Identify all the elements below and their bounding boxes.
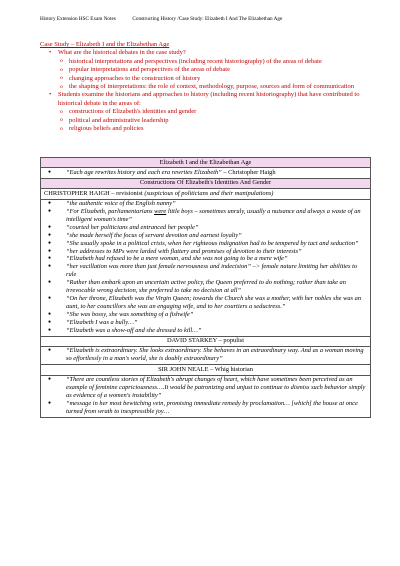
quote: ● “Rather than embark upon an uncertain active policy, the Queen preferred to do nothing; rather than take an irrevocable wrong decision, she preferred to take no decision at all” — [44, 279, 367, 295]
quote: ● “She was bossy, she was something of a fishwife” — [44, 311, 367, 319]
sub-bullet: o historical interpretations and perspectives (including recent historiography) of the areas of debate — [40, 58, 370, 66]
quote: ● “she made herself the focus of servant devotion and earnest loyalty” — [44, 232, 367, 240]
neale-quotes — [41, 375, 371, 417]
sub-bullet: o religious beliefs and policies — [40, 125, 370, 133]
quote: ● “She usually spoke in a political crisis, when her righteous indignation had to be tempered by tact and seduction” — [44, 240, 367, 248]
haigh-quotes — [41, 199, 371, 336]
sub-bullet: o changing approaches to the construction of history — [40, 75, 370, 83]
quote: ● “There are countless stories of Elizabeth's abrupt changes of heart, which have sometimes been perceived as an example of feminine capriciousness….It would be patronizing and unjust to continue to dismiss such behavior simply as evidence of a women's instability” — [44, 376, 367, 400]
sub-bullet: o popular interpretations and perspectives of the areas of debate — [40, 66, 370, 74]
quote: ● “Elizabeth had refused to be a mere woman, and she was not going to be a mere wife” — [44, 255, 367, 263]
quote: ● “her addresses to MPs were larded with flattery and promises of devotion to their interests” — [44, 248, 367, 256]
quote: ● “On her throne, Elizabeth was the Virgin Queen; towards the Church she was a mother, with her nobles she was an aunt, to her councillors she was an engaging wife, and to her courtiers a seductress.” — [44, 295, 367, 311]
epigraph: ● “Each age rewrites history and each era rewrites Elizabeth” – Christopher Haigh — [44, 169, 367, 177]
header-left: History Extension HSC Exam Notes — [40, 16, 116, 22]
notes-table — [40, 157, 371, 418]
quote: ● “message in her most bewitching vein, promising immediate remedy by proclamation… [which] the house at once turned from wrath to inexpressible joy… — [44, 400, 367, 416]
page-header — [40, 16, 370, 22]
case-study-title: Case Study – Elizabeth I and the Elizabethan Age — [40, 41, 170, 48]
quote: ● “courted her politicians and entranced her people” — [44, 224, 367, 232]
quote: ● “Elizabeth was a show-off and she dressed to kill…” — [44, 327, 367, 335]
sub-bullet: o political and administrative leadership — [40, 117, 370, 125]
quote: ● “For Elizabeth, parliamentarians were little boys – sometimes unruly, usually a nuisance and always a waste of an intelligent woman's time” — [44, 208, 367, 224]
starkey-header: DAVID STARKEY – populist — [41, 336, 371, 346]
neale-header: SIR JOHN NEALE – Whig historian — [41, 365, 371, 375]
quote: ● “the authentic voice of the English nanny” — [44, 200, 367, 208]
haigh-header: CHRISTOPHER HAIGH – revisionist (suspicious of politicians and their manipulations) — [41, 189, 371, 199]
intro-sublist — [40, 58, 370, 92]
case-study-intro — [40, 41, 370, 133]
table-title: Elizabeth I and the Elizabethan Age — [41, 158, 371, 168]
intro-sublist — [40, 108, 370, 133]
quote: ● “her vacillation was more than just female nervousness and indecision” –> female nature limiting her abilities to rule — [44, 263, 367, 279]
epigraph-cell — [41, 168, 371, 178]
starkey-quotes — [41, 346, 371, 364]
intro-bullet: • Students examine the historians and approaches to history (including recent historiography) that have contributed to historical debate in the areas of: — [40, 91, 370, 108]
intro-bullet: • What are the historical debates in the case study? — [40, 49, 370, 57]
header-right: Constructing History /Case Study: Elizabeth I And The Elizabethan Age — [132, 16, 283, 22]
quote: ● “Elizabeth is extraordinary. She looks extraordinary. She behaves in an extraordinary way. And as a woman moving so effortlessly in a man's world, she is doubly extraordinary” — [44, 347, 367, 363]
section-title: Constructions Of Elizabeth's Identities And Gender — [41, 178, 371, 188]
sub-bullet: o the shaping of interpretations: the role of context, methodology, purpose, sources and form of communication — [40, 83, 370, 91]
sub-bullet: o constructions of Elizabeth's identities and gender — [40, 108, 370, 116]
quote: ● “Elizabeth I was a bully…” — [44, 319, 367, 327]
